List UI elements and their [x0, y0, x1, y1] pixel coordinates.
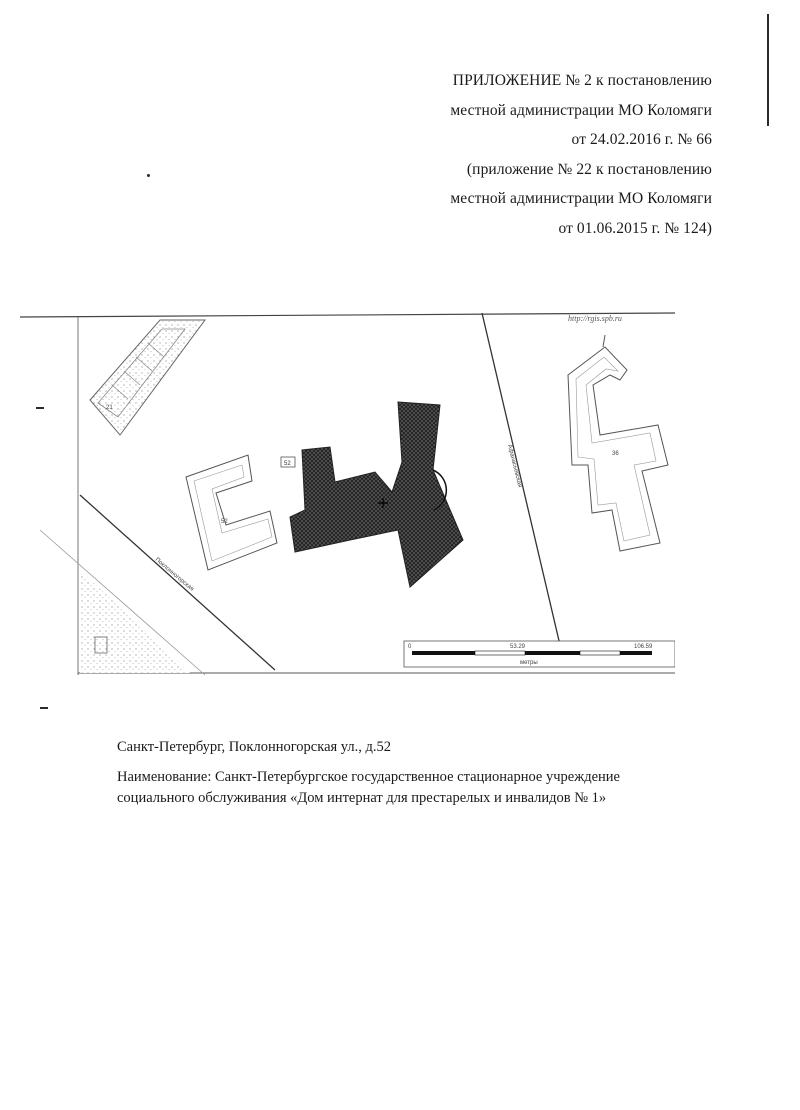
building-52-outline: [186, 455, 277, 570]
institution-name: [117, 767, 620, 809]
target-building-52: [290, 402, 463, 587]
scale-end-label: 106.59: [634, 644, 653, 650]
header-line: от 01.06.2015 г. № 124): [558, 219, 712, 237]
header-line: от 24.02.2016 г. № 66: [571, 131, 712, 148]
header-line: местной администрации МО Коломяги: [450, 190, 712, 207]
street-label-left: Поклонногорская: [153, 556, 195, 593]
scale-bar: [404, 641, 675, 667]
institution-name-line: социального обслуживания «Дом интернат для престарелых и инвалидов № 1»: [117, 790, 607, 806]
scan-dash: [40, 707, 48, 709]
header-line: ПРИЛОЖЕНИЕ № 2 к постановлению: [452, 72, 712, 89]
site-map-drawing: [20, 305, 675, 680]
street-label-right: Афанасьевская: [506, 444, 523, 489]
site-address: Санкт-Петербург, Поклонногорская ул., д.52: [117, 739, 392, 755]
building-label: 52: [284, 461, 291, 467]
header-line: (приложение № 22 к постановлению: [466, 160, 712, 178]
building-label: 21: [106, 405, 113, 411]
scan-edge-line: [767, 14, 769, 126]
institution-name-line: Наименование: Санкт-Петербургское государственное стационарное учреждение: [117, 769, 620, 785]
scale-unit-label: метры: [520, 660, 538, 666]
scale-mid-label: 53.29: [510, 644, 526, 650]
scan-dot: [147, 174, 150, 177]
header-line: местной администрации МО Коломяги: [450, 101, 712, 119]
building-label: 52: [221, 519, 228, 525]
building-21: [90, 320, 205, 435]
map-source-url: http://rgis.spb.ru: [568, 314, 622, 323]
site-map: [20, 305, 675, 680]
scale-zero-tick: 0: [408, 644, 412, 650]
building-label: 36: [612, 451, 619, 457]
appendix-header: [450, 66, 712, 243]
green-area: [80, 570, 190, 673]
building-36: [568, 335, 668, 551]
